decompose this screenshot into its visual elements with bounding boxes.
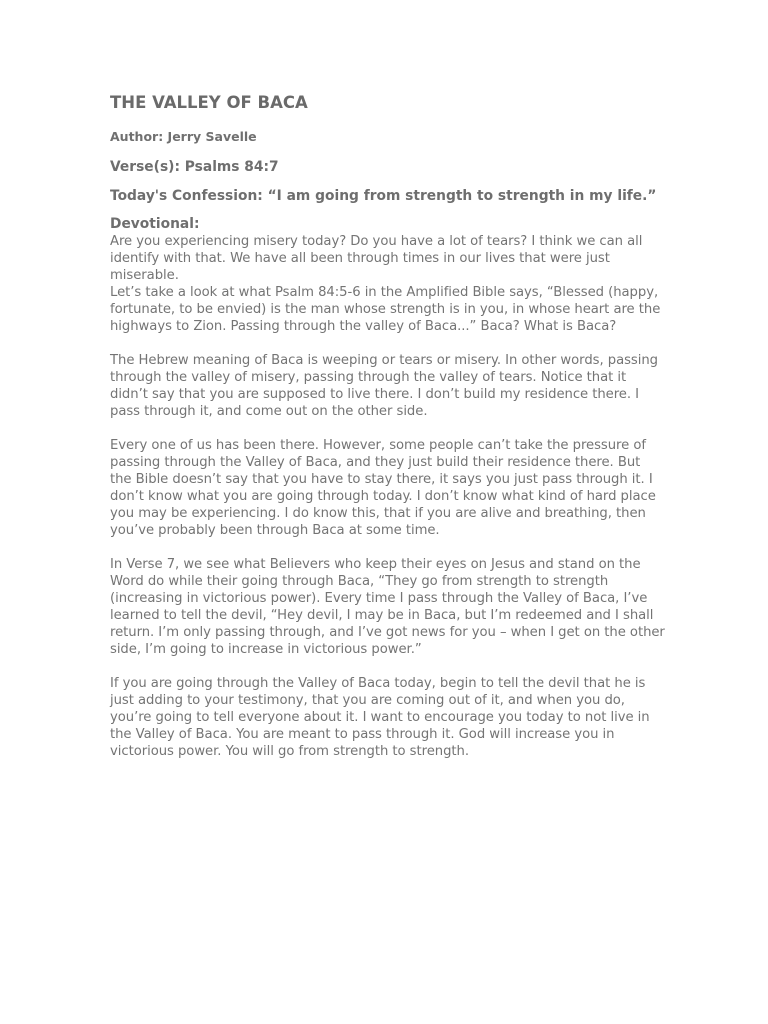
paragraph-intro: Are you experiencing misery today? Do you have a lot of tears? I think we can all identify with that. We have all been through times in our lives that were just miserable. <box>110 234 643 283</box>
author-line: Author: Jerry Savelle <box>110 129 257 144</box>
paragraph-every-one: Every one of us has been there. However, some people can’t take the pressure of passing through the Valley of Baca, and they just build their residence there. But the Bible doesn’t say that you have to stay there, it says you just pass through it. I don’t know what you are going through today. I don’t know what kind of hard place you may be experiencing. I do know this, that if you are alive and breathing, then you’ve probably been through Baca at some time. <box>110 438 656 538</box>
paragraph-psalm-quote: Let’s take a look at what Psalm 84:5-6 in the Amplified Bible says, “Blessed (happy, fortunate, to be envied) is the man whose strength is in you, in whose heart are the highways to Zion. Passing through the valley of Baca...” Baca? What is Baca? <box>110 285 661 334</box>
devotional-heading: Devotional: <box>110 216 200 232</box>
paragraph-hebrew-meaning: The Hebrew meaning of Baca is weeping or tears or misery. In other words, passing through the valley of misery, passing through the valley of tears. Notice that it didn’t say that you are supposed to live there. I don’t build my residence there. I pass through it, and come out on the other side. <box>110 353 658 419</box>
verse-reference: Verse(s): Psalms 84:7 <box>110 159 279 175</box>
document-page <box>110 92 665 760</box>
document-title: THE VALLEY OF BACA <box>110 93 308 112</box>
paragraph-conclusion: If you are going through the Valley of Baca today, begin to tell the devil that he is just adding to your testimony, that you are coming out of it, and when you do, you’re going to tell everyone about it. I want to encourage you today to not live in the Valley of Baca. You are meant to pass through it. God will increase you in victorious power. You will go from strength to strength. <box>110 676 650 759</box>
paragraph-verse-seven: In Verse 7, we see what Believers who keep their eyes on Jesus and stand on the Word do while their going through Baca, “They go from strength to strength (increasing in victorious power). Every time I pass through the Valley of Baca, I’ve learned to tell the devil, “Hey devil, I may be in Baca, but I’m redeemed and I shall return. I’m only passing through, and I’ve got news for you – when I get on the other side, I’m going to increase in victorious power.” <box>110 557 665 657</box>
todays-confession: Today's Confession: “I am going from strength to strength in my life.” <box>110 188 657 204</box>
